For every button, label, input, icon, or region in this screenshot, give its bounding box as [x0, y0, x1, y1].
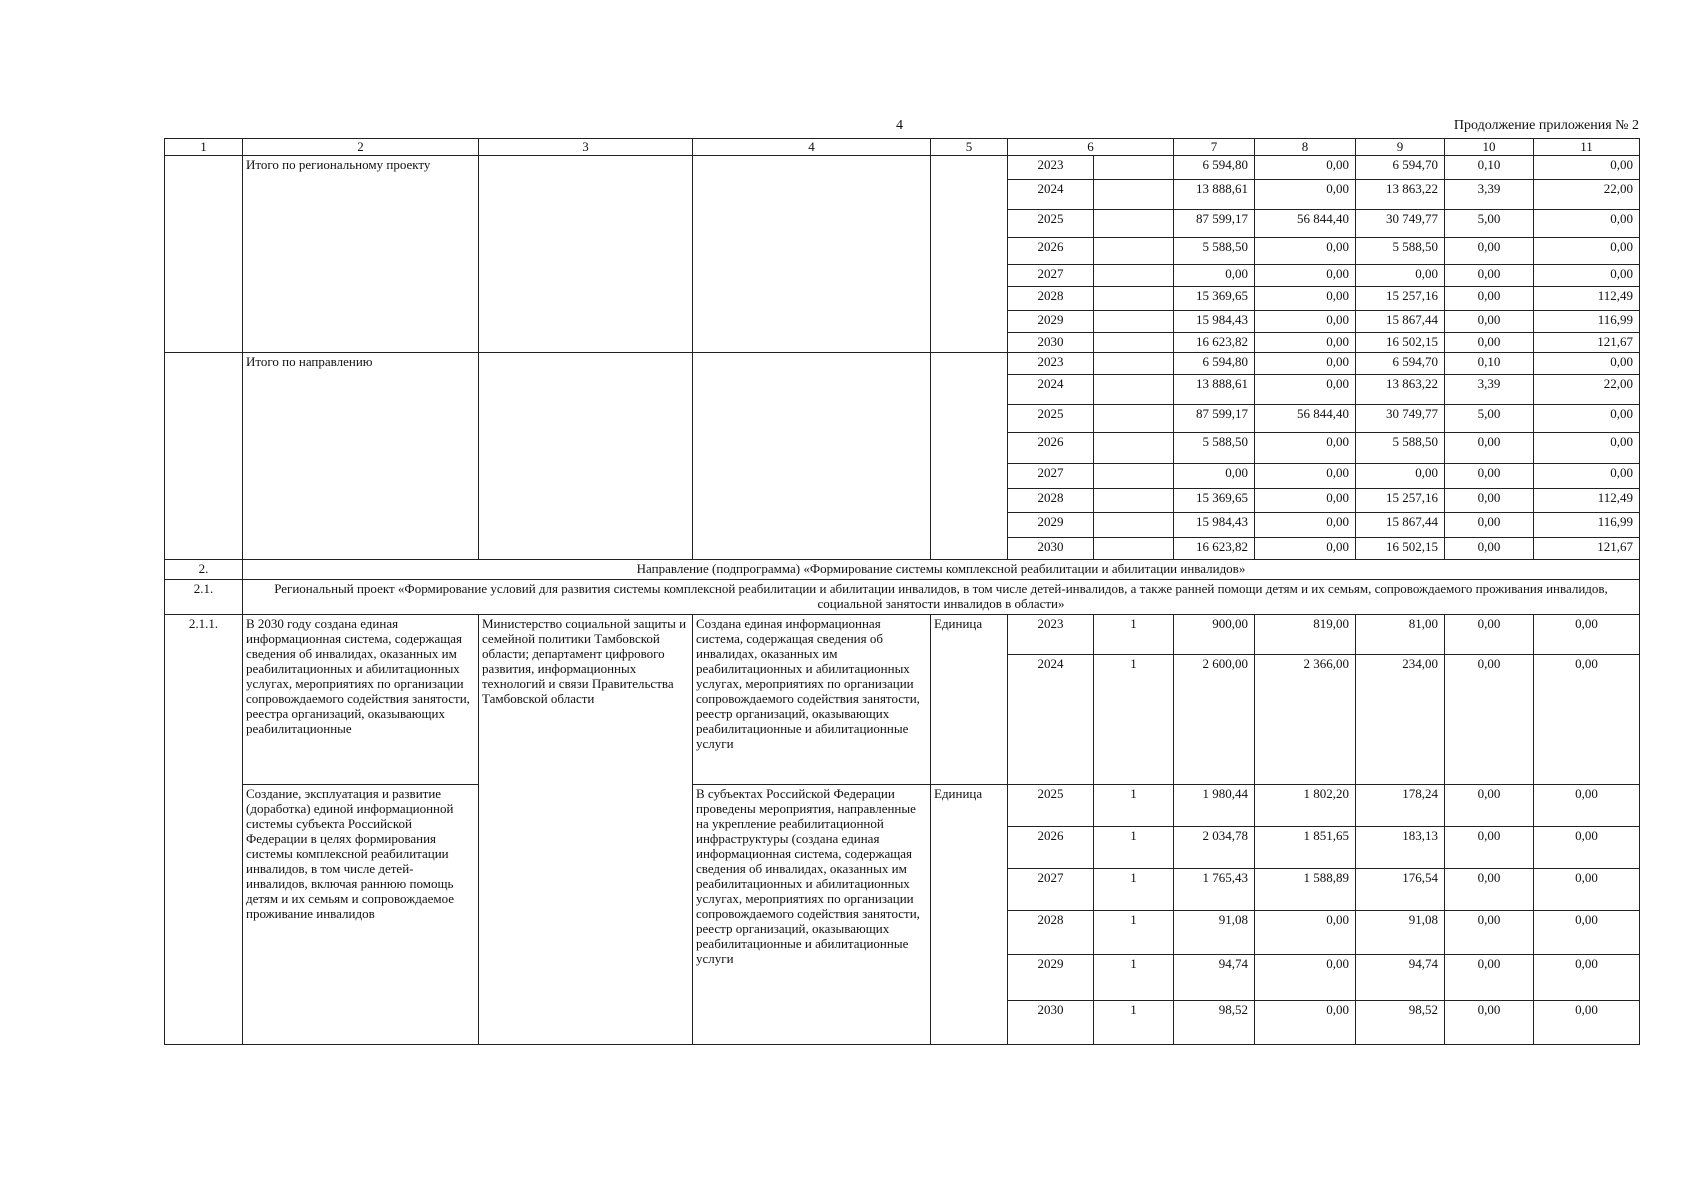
amount-cell: 0,00 [1255, 538, 1356, 560]
amount-cell: 15 867,44 [1356, 311, 1445, 333]
amount-cell: 0,00 [1534, 353, 1640, 375]
amount-cell: 0,00 [1534, 655, 1640, 785]
amount-cell: 819,00 [1255, 615, 1356, 655]
value-cell [1094, 489, 1174, 513]
value-cell [1094, 405, 1174, 433]
amount-cell: 0,00 [1445, 869, 1534, 911]
item-unit: Единица [931, 615, 1008, 785]
amount-cell: 0,00 [1534, 238, 1640, 265]
amount-cell: 6 594,80 [1174, 156, 1255, 180]
value-cell [1094, 513, 1174, 538]
amount-cell: 0,00 [1255, 464, 1356, 489]
amount-cell: 0,00 [1255, 353, 1356, 375]
amount-cell: 0,00 [1445, 955, 1534, 1001]
amount-cell: 112,49 [1534, 489, 1640, 513]
amount-cell: 0,00 [1445, 911, 1534, 955]
amount-cell: 0,00 [1445, 464, 1534, 489]
amount-cell: 0,00 [1445, 333, 1534, 353]
executor-cell [479, 353, 693, 560]
amount-cell: 2 034,78 [1174, 827, 1255, 869]
header-row [165, 139, 1640, 156]
project-title: Региональный проект «Формирование условий для развития системы комплексной реабилитации и абилитации инвалидов, в том числе детей-инвалидов, а также ранней помощи детям и их семьям, сопровождаемого проживания инвалидов, социальной занятости инвалидов в области» [243, 580, 1640, 615]
amount-cell: 91,08 [1174, 911, 1255, 955]
amount-cell: 2 600,00 [1174, 655, 1255, 785]
value-cell: 1 [1094, 1001, 1174, 1045]
value-cell: 1 [1094, 827, 1174, 869]
amount-cell: 2 366,00 [1255, 655, 1356, 785]
year-cell: 2028 [1008, 489, 1094, 513]
value-cell: 1 [1094, 615, 1174, 655]
amount-cell: 1 588,89 [1255, 869, 1356, 911]
num-cell [165, 156, 243, 353]
header-cell: 11 [1534, 139, 1640, 156]
amount-cell: 5 588,50 [1174, 433, 1255, 464]
item-row [165, 615, 1640, 655]
item-indicator: В субъектах Российской Федерации проведены мероприятия, направленные на укрепление реабилитационной инфраструктуры (создана единая информационная система, содержащая сведения об инвалидах, оказанных им реабилитационных и абилитационных услугах, мероприятиях по организации сопровождаемого содействия занятости, реестр организаций, оказывающих реабилитационные и абилитационные услуги [693, 785, 931, 1045]
value-cell [1094, 311, 1174, 333]
item-unit: Единица [931, 785, 1008, 1045]
year-cell: 2026 [1008, 433, 1094, 464]
amount-cell: 1 980,44 [1174, 785, 1255, 827]
indicator-cell [693, 353, 931, 560]
year-cell: 2024 [1008, 180, 1094, 210]
amount-cell: 3,39 [1445, 375, 1534, 405]
amount-cell: 5 588,50 [1356, 433, 1445, 464]
amount-cell: 22,00 [1534, 180, 1640, 210]
amount-cell: 0,00 [1255, 265, 1356, 287]
year-cell: 2027 [1008, 869, 1094, 911]
year-cell: 2025 [1008, 405, 1094, 433]
header-cell: 5 [931, 139, 1008, 156]
amount-cell: 15 369,65 [1174, 287, 1255, 311]
amount-cell: 15 369,65 [1174, 489, 1255, 513]
year-cell: 2023 [1008, 615, 1094, 655]
header-cell: 4 [693, 139, 931, 156]
year-cell: 2027 [1008, 265, 1094, 287]
amount-cell: 5,00 [1445, 405, 1534, 433]
amount-cell: 87 599,17 [1174, 405, 1255, 433]
value-cell [1094, 333, 1174, 353]
amount-cell: 0,00 [1255, 180, 1356, 210]
amount-cell: 1 765,43 [1174, 869, 1255, 911]
item-activity: Создание, эксплуатация и развитие (доработка) единой информационной системы субъекта Российской Федерации в целях формирования системы комплексной реабилитации инвалидов, в том числе детей-инвалидов, включая раннюю помощь детям и их семьям и сопровождаемое проживание инвалидов [243, 785, 479, 1045]
amount-cell: 5 588,50 [1356, 238, 1445, 265]
amount-cell: 0,00 [1445, 287, 1534, 311]
amount-cell: 1 802,20 [1255, 785, 1356, 827]
amount-cell: 0,10 [1445, 156, 1534, 180]
amount-cell: 0,00 [1534, 156, 1640, 180]
amount-cell: 13 888,61 [1174, 180, 1255, 210]
item-row [165, 785, 1640, 827]
amount-cell: 0,00 [1255, 311, 1356, 333]
year-cell: 2026 [1008, 827, 1094, 869]
amount-cell: 0,00 [1356, 464, 1445, 489]
amount-cell: 16 623,82 [1174, 538, 1255, 560]
amount-cell: 0,00 [1534, 464, 1640, 489]
amount-cell: 30 749,77 [1356, 405, 1445, 433]
year-cell: 2023 [1008, 353, 1094, 375]
amount-cell: 0,00 [1445, 513, 1534, 538]
total-row [165, 156, 1640, 180]
amount-cell: 56 844,40 [1255, 210, 1356, 238]
amount-cell: 0,00 [1255, 911, 1356, 955]
value-cell [1094, 538, 1174, 560]
amount-cell: 3,39 [1445, 180, 1534, 210]
amount-cell: 0,00 [1445, 1001, 1534, 1045]
amount-cell: 0,00 [1255, 287, 1356, 311]
amount-cell: 178,24 [1356, 785, 1445, 827]
amount-cell: 1 851,65 [1255, 827, 1356, 869]
amount-cell: 0,00 [1534, 405, 1640, 433]
amount-cell: 0,10 [1445, 353, 1534, 375]
amount-cell: 0,00 [1255, 333, 1356, 353]
value-cell: 1 [1094, 655, 1174, 785]
amount-cell: 6 594,80 [1174, 353, 1255, 375]
year-cell: 2024 [1008, 655, 1094, 785]
header-cell: 7 [1174, 139, 1255, 156]
amount-cell: 0,00 [1534, 911, 1640, 955]
amount-cell: 0,00 [1174, 265, 1255, 287]
year-cell: 2029 [1008, 513, 1094, 538]
total-label: Итого по региональному проекту [243, 156, 479, 353]
direction-title: Направление (подпрограмма) «Формирование системы комплексной реабилитации и абилитации инвалидов» [243, 560, 1640, 580]
total-label: Итого по направлению [243, 353, 479, 560]
amount-cell: 0,00 [1255, 375, 1356, 405]
amount-cell: 0,00 [1445, 265, 1534, 287]
amount-cell: 0,00 [1255, 489, 1356, 513]
value-cell [1094, 238, 1174, 265]
amount-cell: 0,00 [1445, 785, 1534, 827]
header-cell: 10 [1445, 139, 1534, 156]
year-cell: 2026 [1008, 238, 1094, 265]
value-cell: 1 [1094, 955, 1174, 1001]
year-cell: 2028 [1008, 287, 1094, 311]
amount-cell: 183,13 [1356, 827, 1445, 869]
value-cell: 1 [1094, 911, 1174, 955]
executor-cell [479, 156, 693, 353]
amount-cell: 0,00 [1445, 433, 1534, 464]
year-cell: 2029 [1008, 955, 1094, 1001]
header-cell: 3 [479, 139, 693, 156]
year-cell: 2027 [1008, 464, 1094, 489]
budget-table [164, 138, 1640, 1045]
unit-cell [931, 156, 1008, 353]
amount-cell: 0,00 [1255, 1001, 1356, 1045]
amount-cell: 0,00 [1255, 955, 1356, 1001]
amount-cell: 30 749,77 [1356, 210, 1445, 238]
amount-cell: 98,52 [1356, 1001, 1445, 1045]
amount-cell: 56 844,40 [1255, 405, 1356, 433]
amount-cell: 0,00 [1445, 615, 1534, 655]
amount-cell: 0,00 [1445, 827, 1534, 869]
amount-cell: 13 863,22 [1356, 180, 1445, 210]
project-num: 2.1. [165, 580, 243, 615]
amount-cell: 0,00 [1174, 464, 1255, 489]
amount-cell: 0,00 [1534, 827, 1640, 869]
amount-cell: 0,00 [1255, 433, 1356, 464]
indicator-cell [693, 156, 931, 353]
year-cell: 2024 [1008, 375, 1094, 405]
amount-cell: 176,54 [1356, 869, 1445, 911]
project-row [165, 580, 1640, 615]
header-cell: 8 [1255, 139, 1356, 156]
amount-cell: 98,52 [1174, 1001, 1255, 1045]
amount-cell: 6 594,70 [1356, 156, 1445, 180]
amount-cell: 13 888,61 [1174, 375, 1255, 405]
amount-cell: 15 257,16 [1356, 489, 1445, 513]
value-cell [1094, 210, 1174, 238]
amount-cell: 0,00 [1445, 655, 1534, 785]
item-indicator: Создана единая информационная система, содержащая сведения об инвалидах, оказанных им реабилитационных и абилитационных услугах, мероприятиях по организации сопровождаемого содействия занятости, реестр организаций, оказывающих реабилитационные и абилитационные услуги [693, 615, 931, 785]
amount-cell: 0,00 [1445, 238, 1534, 265]
amount-cell: 900,00 [1174, 615, 1255, 655]
year-cell: 2030 [1008, 1001, 1094, 1045]
value-cell [1094, 265, 1174, 287]
amount-cell: 0,00 [1534, 869, 1640, 911]
amount-cell: 16 623,82 [1174, 333, 1255, 353]
value-cell [1094, 287, 1174, 311]
amount-cell: 16 502,15 [1356, 333, 1445, 353]
value-cell: 1 [1094, 785, 1174, 827]
total-row [165, 353, 1640, 375]
amount-cell: 0,00 [1356, 265, 1445, 287]
amount-cell: 94,74 [1174, 955, 1255, 1001]
amount-cell: 0,00 [1445, 489, 1534, 513]
amount-cell: 0,00 [1534, 615, 1640, 655]
amount-cell: 94,74 [1356, 955, 1445, 1001]
continuation-label: Продолжение приложения № 2 [1453, 118, 1639, 133]
amount-cell: 116,99 [1534, 311, 1640, 333]
amount-cell: 116,99 [1534, 513, 1640, 538]
direction-num: 2. [165, 560, 243, 580]
amount-cell: 15 867,44 [1356, 513, 1445, 538]
amount-cell: 0,00 [1255, 513, 1356, 538]
amount-cell: 0,00 [1534, 955, 1640, 1001]
year-cell: 2025 [1008, 210, 1094, 238]
amount-cell: 91,08 [1356, 911, 1445, 955]
amount-cell: 121,67 [1534, 538, 1640, 560]
amount-cell: 121,67 [1534, 333, 1640, 353]
value-cell [1094, 156, 1174, 180]
amount-cell: 0,00 [1534, 1001, 1640, 1045]
value-cell [1094, 353, 1174, 375]
amount-cell: 13 863,22 [1356, 375, 1445, 405]
amount-cell: 0,00 [1445, 538, 1534, 560]
amount-cell: 0,00 [1534, 785, 1640, 827]
amount-cell: 87 599,17 [1174, 210, 1255, 238]
year-cell: 2025 [1008, 785, 1094, 827]
amount-cell: 81,00 [1356, 615, 1445, 655]
num-cell [165, 353, 243, 560]
value-cell [1094, 433, 1174, 464]
amount-cell: 15 984,43 [1174, 513, 1255, 538]
year-cell: 2023 [1008, 156, 1094, 180]
amount-cell: 22,00 [1534, 375, 1640, 405]
amount-cell: 15 984,43 [1174, 311, 1255, 333]
amount-cell: 5,00 [1445, 210, 1534, 238]
amount-cell: 0,00 [1255, 238, 1356, 265]
amount-cell: 234,00 [1356, 655, 1445, 785]
amount-cell: 0,00 [1534, 433, 1640, 464]
year-cell: 2030 [1008, 333, 1094, 353]
amount-cell: 0,00 [1534, 210, 1640, 238]
amount-cell: 0,00 [1445, 311, 1534, 333]
item-num: 2.1.1. [165, 615, 243, 1045]
page-number: 4 [896, 118, 903, 133]
value-cell [1094, 375, 1174, 405]
header-cell: 9 [1356, 139, 1445, 156]
item-executor: Министерство социальной защиты и семейной политики Тамбовской области; департамент цифрового развития, информационных технологий и связи Правительства Тамбовской области [479, 615, 693, 1045]
header-cell: 2 [243, 139, 479, 156]
header-cell: 1 [165, 139, 243, 156]
amount-cell: 0,00 [1534, 265, 1640, 287]
amount-cell: 112,49 [1534, 287, 1640, 311]
year-cell: 2029 [1008, 311, 1094, 333]
header-cell: 6 [1008, 139, 1174, 156]
unit-cell [931, 353, 1008, 560]
year-cell: 2030 [1008, 538, 1094, 560]
amount-cell: 5 588,50 [1174, 238, 1255, 265]
value-cell: 1 [1094, 869, 1174, 911]
amount-cell: 15 257,16 [1356, 287, 1445, 311]
item-result: В 2030 году создана единая информационная система, содержащая сведения об инвалидах, оказанных им реабилитационных и абилитационных услугах, мероприятиях по организации сопровождаемого содействия занятости, реестра организаций, оказывающих реабилитационные [243, 615, 479, 785]
amount-cell: 6 594,70 [1356, 353, 1445, 375]
amount-cell: 16 502,15 [1356, 538, 1445, 560]
year-cell: 2028 [1008, 911, 1094, 955]
direction-row [165, 560, 1640, 580]
amount-cell: 0,00 [1255, 156, 1356, 180]
value-cell [1094, 180, 1174, 210]
value-cell [1094, 464, 1174, 489]
